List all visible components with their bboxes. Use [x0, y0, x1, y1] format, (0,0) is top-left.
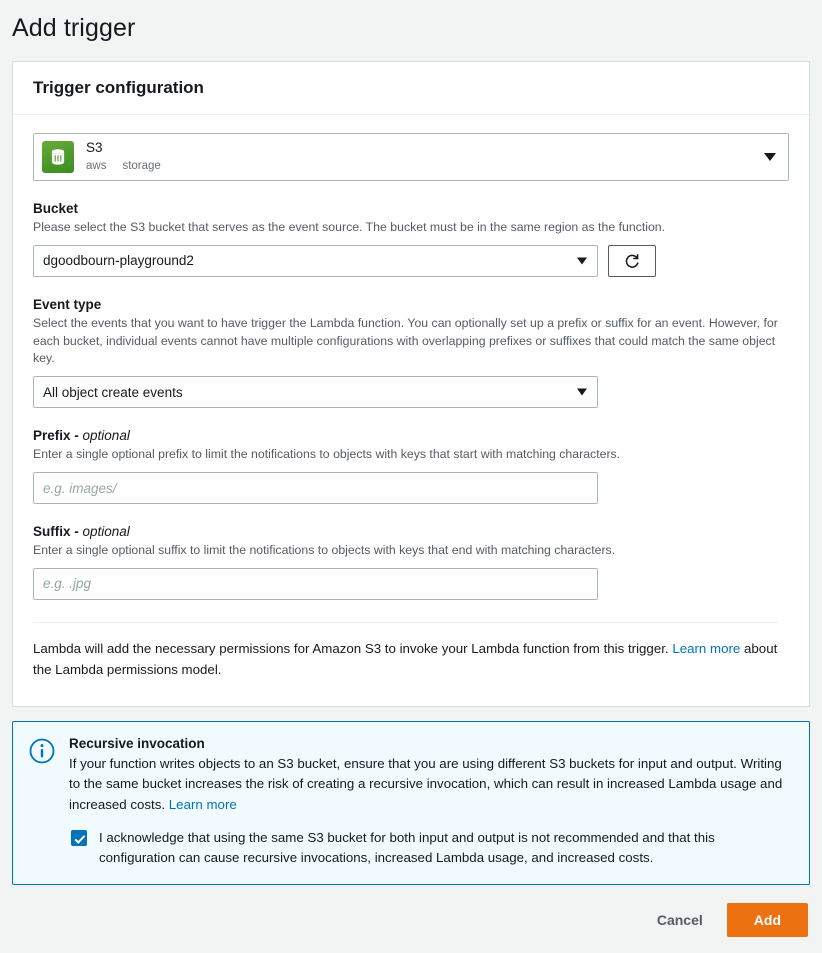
card-body [13, 115, 809, 706]
refresh-buckets-button[interactable] [608, 245, 656, 277]
permissions-note [33, 622, 778, 698]
event-type-selected-value: All object create events [43, 384, 183, 400]
bucket-description: Please select the S3 bucket that serves as the event source. The bucket must be in the same region as the function. [33, 220, 666, 234]
cancel-button[interactable]: Cancel [647, 905, 713, 935]
prefix-optional-text: optional [82, 428, 130, 444]
suffix-label-text: Suffix - [33, 524, 83, 540]
prefix-input[interactable] [33, 472, 598, 504]
suffix-label [33, 524, 789, 539]
check-icon [73, 832, 87, 846]
bucket-row [33, 245, 789, 277]
bucket-field [33, 201, 789, 277]
info-icon [29, 738, 55, 764]
permissions-learn-more-link[interactable]: Learn more [672, 640, 741, 656]
chevron-down-icon[interactable] [577, 257, 587, 264]
suffix-description: Enter a single optional suffix to limit the notifications to objects with keys that end with matching characters. [33, 543, 616, 558]
page-title: Add trigger [12, 14, 136, 42]
prefix-description: Enter a single optional prefix to limit the notifications to objects with keys that start with matching characters. [33, 447, 621, 462]
suffix-input[interactable] [33, 568, 598, 600]
source-provider: aws [86, 160, 107, 173]
trigger-configuration-heading: Trigger configuration [33, 78, 204, 97]
source-name: S3 [86, 140, 103, 156]
acknowledgement-checkbox[interactable] [71, 830, 87, 846]
suffix-field [33, 524, 789, 600]
bucket-label: Bucket [33, 201, 79, 216]
recursive-learn-more-link[interactable]: Learn more [168, 796, 237, 812]
event-type-select[interactable] [33, 376, 598, 408]
alert-body [69, 736, 793, 867]
source-text [86, 140, 161, 173]
trigger-source-select[interactable] [33, 133, 789, 181]
bucket-select[interactable] [33, 245, 598, 277]
s3-bucket-icon [42, 141, 74, 173]
refresh-icon [623, 252, 641, 270]
event-type-description: Select the events that you want to have trigger the Lambda function. You can optionally set up a prefix or suffix for an event. However, for each bucket, individual events cannot have multiple configurations with overlapping prefixes or suffixes that could match the same object key. [33, 315, 778, 366]
permissions-note-text-before: Lambda will add the necessary permissions for Amazon S3 to invoke your Lambda function from this trigger. [33, 640, 673, 656]
event-type-field [33, 297, 789, 408]
alert-text-before: If your function writes objects to an S3 bucket, ensure that you are using different S3 buckets for input and output. Writing to the same bucket increases the risk of creating a recursive invocation, which can result in increased Lambda usage and increased costs. [69, 756, 783, 812]
prefix-label [33, 428, 789, 443]
alert-text [69, 754, 793, 815]
card-header [13, 62, 809, 115]
source-category: storage [122, 160, 161, 173]
chevron-down-icon[interactable] [764, 153, 776, 161]
form-footer [12, 885, 810, 953]
trigger-configuration-card [12, 61, 810, 707]
event-type-label: Event type [33, 296, 102, 312]
acknowledgement-row [69, 828, 793, 868]
alert-title: Recursive invocation [69, 736, 205, 752]
permissions-note-text-after: about the Lambda permissions model. [33, 640, 778, 677]
prefix-field [33, 428, 789, 504]
suffix-optional-text: optional [82, 524, 130, 540]
prefix-label-text: Prefix - [33, 428, 83, 444]
bucket-selected-value: dgoodbourn-playground2 [43, 253, 194, 269]
chevron-down-icon[interactable] [577, 389, 587, 396]
acknowledgement-label: I acknowledge that using the same S3 bucket for both input and output is not recommended and that this configuration can cause recursive invocations, increased Lambda usage, and increased costs. [99, 829, 715, 865]
add-button[interactable]: Add [727, 903, 808, 937]
source-meta [86, 159, 161, 173]
recursive-invocation-alert [12, 721, 810, 884]
